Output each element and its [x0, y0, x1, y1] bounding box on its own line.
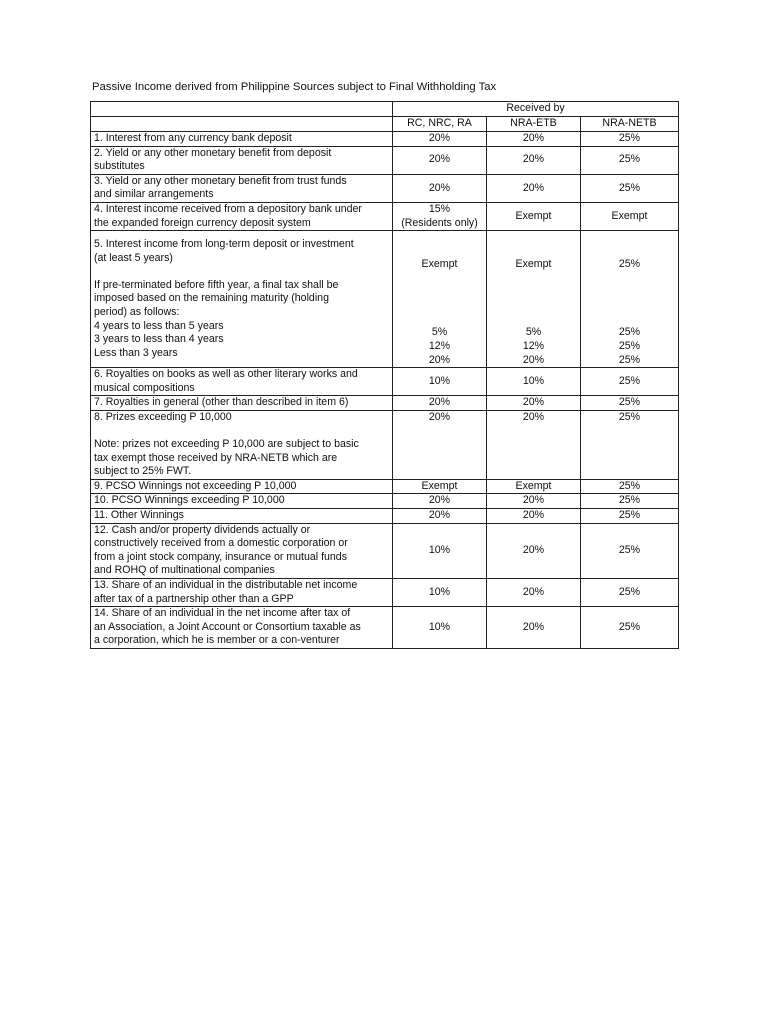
table-row [91, 174, 679, 202]
withholding-tax-table [90, 101, 679, 649]
rate-nra-netb-cell: 25% [581, 132, 679, 147]
rate-nra-etb-cell: 20% [487, 396, 581, 411]
rate-nra-netb-cell: Exempt [581, 202, 679, 230]
rate-rc-nrc-ra-cell: 20% [393, 410, 487, 479]
rate-rc-nrc-ra-cell: 10% [393, 579, 487, 607]
document-title: Passive Income derived from Philippine Sources subject to Final Withholding Tax [92, 81, 497, 93]
rate-nra-netb-cell: 25% 25% 25% 25% [581, 231, 679, 368]
rate-rc-nrc-ra-cell: 20% [393, 396, 487, 411]
income-type-cell: 1. Interest from any currency bank deposit [91, 132, 393, 147]
income-type-cell: 12. Cash and/or property dividends actually or constructively received from a domestic corporation or from a joint stock company, insurance or mutual funds and ROHQ of multinational companies [91, 523, 393, 578]
income-type-cell: 4. Interest income received from a depository bank under the expanded foreign currency deposit system [91, 202, 393, 230]
rate-rc-nrc-ra-cell: 20% [393, 494, 487, 509]
rate-nra-netb-cell: 25% [581, 410, 679, 479]
table-row [91, 410, 679, 479]
income-type-cell: 3. Yield or any other monetary benefit from trust funds and similar arrangements [91, 174, 393, 202]
rate-rc-nrc-ra-cell: 20% [393, 174, 487, 202]
table-row [91, 479, 679, 494]
rate-nra-etb-cell: 20% [487, 146, 581, 174]
table-row [91, 132, 679, 147]
rate-nra-etb-cell: Exempt [487, 202, 581, 230]
rate-rc-nrc-ra-cell: 10% [393, 368, 487, 396]
table-row [91, 396, 679, 411]
rate-nra-netb-cell: 25% [581, 368, 679, 396]
income-type-cell: 11. Other Winnings [91, 509, 393, 524]
income-type-cell: 2. Yield or any other monetary benefit from deposit substitutes [91, 146, 393, 174]
table-row [91, 579, 679, 607]
rate-nra-etb-cell: 20% [487, 523, 581, 578]
income-type-cell: 8. Prizes exceeding P 10,000 Note: prizes not exceeding P 10,000 are subject to basic tax exempt those received by NRA-NETB which are subject to 25% FWT. [91, 410, 393, 479]
income-type-cell: 9. PCSO Winnings not exceeding P 10,000 [91, 479, 393, 494]
column-header-rc-nrc-ra: RC, NRC, RA [393, 117, 487, 132]
table-row [91, 368, 679, 396]
income-type-cell: 7. Royalties in general (other than described in item 6) [91, 396, 393, 411]
rate-nra-etb-cell: Exempt 5% 12% 20% [487, 231, 581, 368]
rate-rc-nrc-ra-cell: 10% [393, 607, 487, 649]
rate-nra-etb-cell: 20% [487, 132, 581, 147]
rate-nra-etb-cell: 20% [487, 174, 581, 202]
income-type-cell: 10. PCSO Winnings exceeding P 10,000 [91, 494, 393, 509]
rate-nra-etb-cell: 20% [487, 607, 581, 649]
rate-nra-netb-cell: 25% [581, 509, 679, 524]
rate-nra-netb-cell: 25% [581, 396, 679, 411]
rate-nra-netb-cell: 25% [581, 479, 679, 494]
rate-nra-netb-cell: 25% [581, 607, 679, 649]
table-row [91, 146, 679, 174]
rate-rc-nrc-ra-cell: Exempt [393, 479, 487, 494]
table-row [91, 494, 679, 509]
rate-rc-nrc-ra-cell: 20% [393, 509, 487, 524]
table-row [91, 202, 679, 230]
rate-rc-nrc-ra-cell: Exempt 5% 12% 20% [393, 231, 487, 368]
rate-rc-nrc-ra-cell: 20% [393, 132, 487, 147]
rate-nra-netb-cell: 25% [581, 146, 679, 174]
received-by-header: Received by [393, 102, 679, 117]
table-row [91, 509, 679, 524]
column-header-nra-netb: NRA-NETB [581, 117, 679, 132]
income-type-cell: 5. Interest income from long-term deposit or investment (at least 5 years) If pre-terminated before fifth year, a final tax shall be imposed based on the remaining maturity (holding period) as follows: 4 years to less than 5 years 3 years to less than 4 years Less than 3 years [91, 231, 393, 368]
income-type-cell: 14. Share of an individual in the net income after tax of an Association, a Joint Account or Consortium taxable as a corporation, which he is member or a con-venturer [91, 607, 393, 649]
table-column-header-row [91, 117, 679, 132]
income-type-cell: 6. Royalties on books as well as other literary works and musical compositions [91, 368, 393, 396]
rate-nra-netb-cell: 25% [581, 174, 679, 202]
table-row [91, 231, 679, 368]
rate-nra-netb-cell: 25% [581, 494, 679, 509]
table-row [91, 607, 679, 649]
rate-nra-etb-cell: Exempt [487, 479, 581, 494]
rate-rc-nrc-ra-cell: 10% [393, 523, 487, 578]
table-row [91, 523, 679, 578]
column-header-nra-etb: NRA-ETB [487, 117, 581, 132]
rate-rc-nrc-ra-cell: 15% (Residents only) [393, 202, 487, 230]
rate-nra-etb-cell: 20% [487, 494, 581, 509]
rate-rc-nrc-ra-cell: 20% [393, 146, 487, 174]
income-type-cell: 13. Share of an individual in the distributable net income after tax of a partnership other than a GPP [91, 579, 393, 607]
rate-nra-etb-cell: 20% [487, 509, 581, 524]
header-corner-cell [91, 117, 393, 132]
rate-nra-etb-cell: 20% [487, 410, 581, 479]
rate-nra-netb-cell: 25% [581, 523, 679, 578]
rate-nra-etb-cell: 10% [487, 368, 581, 396]
rate-nra-etb-cell: 20% [487, 579, 581, 607]
header-corner-cell [91, 102, 393, 117]
table-group-header-row [91, 102, 679, 117]
rate-nra-netb-cell: 25% [581, 579, 679, 607]
